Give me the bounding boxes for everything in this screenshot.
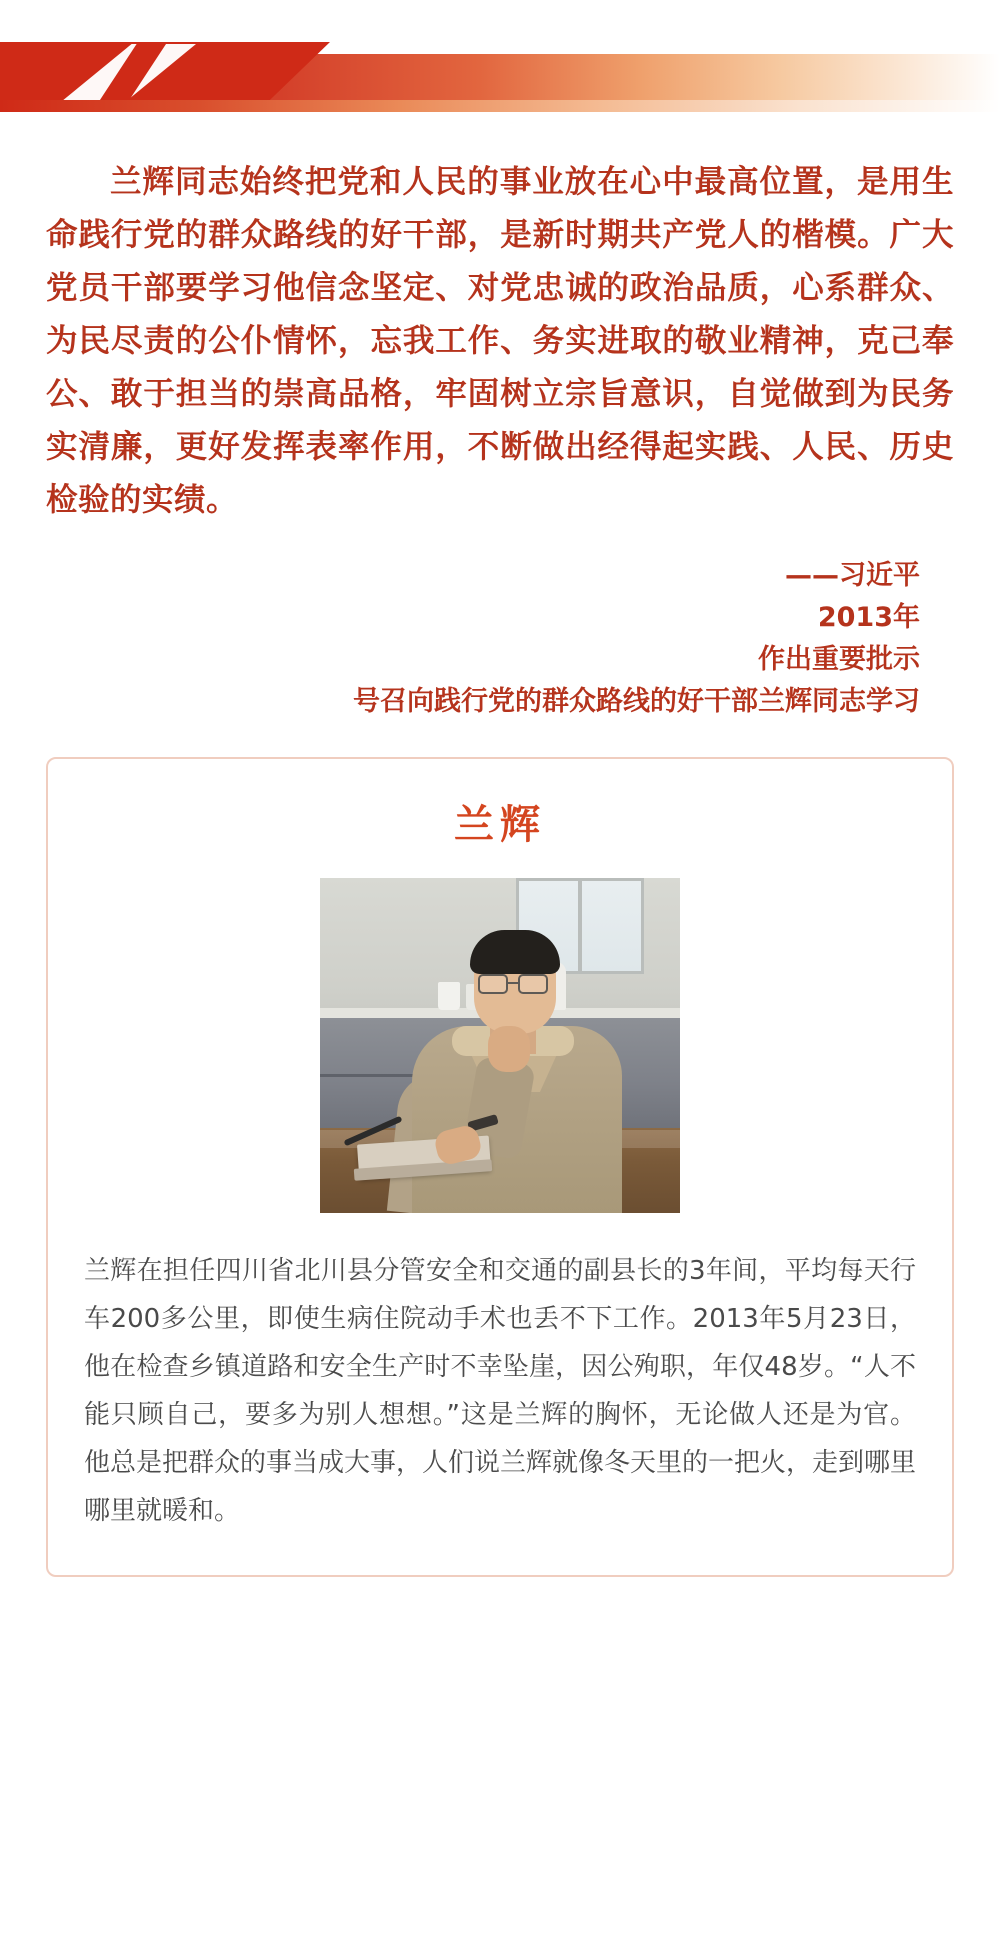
quote-text: 兰辉同志始终把党和人民的事业放在心中最高位置，是用生命践行党的群众路线的好干部，是新时期共产党人的楷模。广大党员干部要学习他信念坚定、对党忠诚的政治品质，心系群众、为民尽责的公仆情怀，忘我工作、务实进取的敬业精神，克己奉公、敢于担当的崇高品格，牢固树立宗旨意识，自觉做到为民务实清廉，更好发挥表率作用，不断做出经得起实践、人民、历史检验的实绩。	[46, 164, 954, 518]
quote-section	[0, 132, 1000, 723]
profile-body-text: 兰辉在担任四川省北川县分管安全和交通的副县长的3年间，平均每天行车200多公里，即使生病住院动手术也丢不下工作。2013年5月23日，他在检查乡镇道路和安全生产时不幸坠崖，因公殉职，年仅48岁。“人不能只顾自己，要多为别人想想。”这是兰辉的胸怀，无论做人还是为官。他总是把群众的事当成大事，人们说兰辉就像冬天里的一把火，走到哪里哪里就暖和。	[84, 1256, 917, 1526]
photo-cup-icon	[438, 982, 460, 1010]
decorative-banner	[0, 0, 1000, 132]
photo-person-hair	[470, 930, 560, 974]
photo-person-glasses-bridge	[508, 982, 518, 984]
attribution-line-year: 2013年	[817, 602, 920, 633]
profile-card	[46, 757, 954, 1577]
attribution-line-action: 作出重要批示	[758, 644, 920, 675]
attribution-line-call: 号召向践行党的群众路线的好干部兰辉同志学习	[353, 686, 920, 717]
profile-photo	[320, 878, 680, 1213]
photo-person-hand	[488, 1026, 530, 1072]
photo-person-glasses-left	[478, 974, 508, 994]
photo-person-glasses-right	[518, 974, 548, 994]
banner-underline-stripe	[0, 100, 1000, 112]
profile-name-title: 兰辉	[454, 802, 546, 848]
quote-attribution	[46, 555, 954, 723]
photo-window-mullion	[578, 878, 582, 974]
attribution-line-author: ——习近平	[785, 560, 920, 591]
profile-photo-container	[78, 878, 922, 1213]
